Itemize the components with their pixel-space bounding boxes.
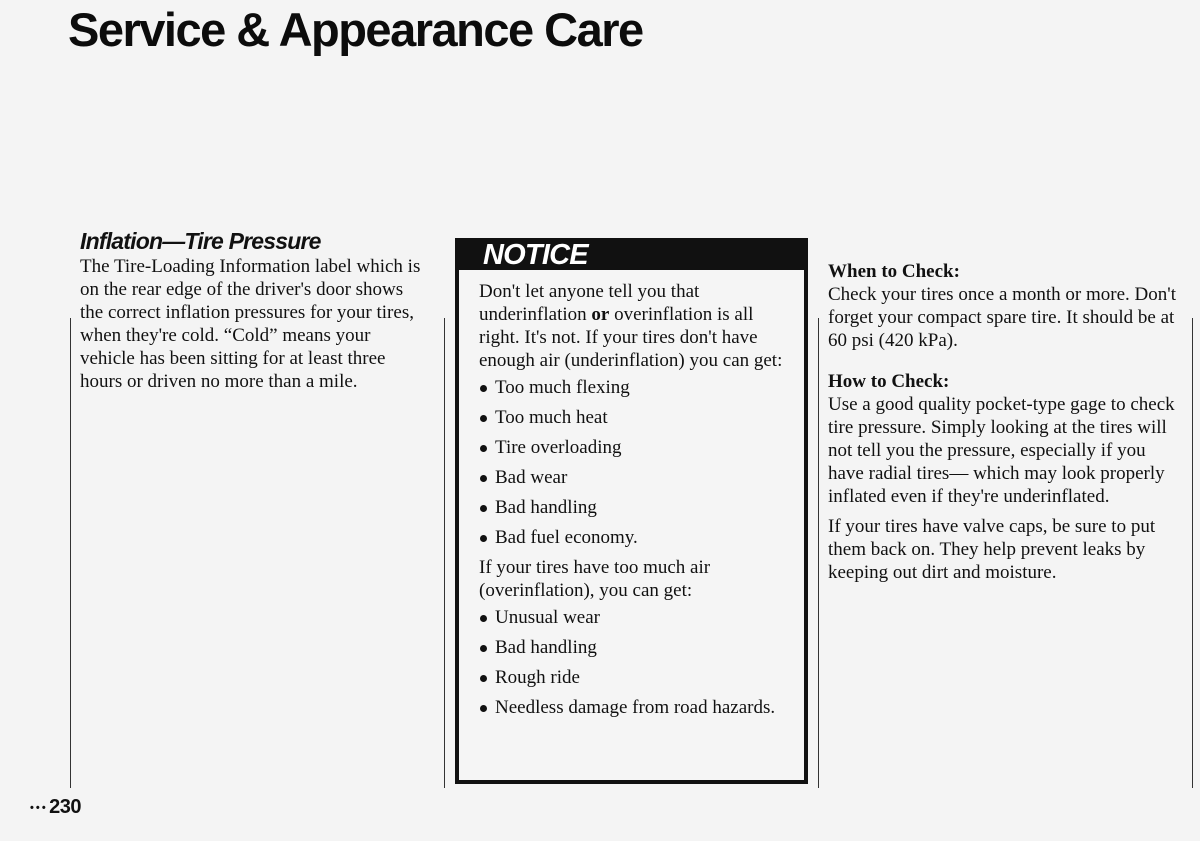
notice-intro xyxy=(479,280,790,372)
notice-box xyxy=(455,238,808,784)
list-item: Bad fuel economy. xyxy=(479,526,790,549)
section-heading: Inflation—Tire Pressure xyxy=(80,228,321,254)
notice-intro-or: or xyxy=(591,304,610,325)
page-number xyxy=(30,796,81,819)
overinflation-intro: If your tires have too much air (overinflation), you can get: xyxy=(479,557,711,601)
when-to-check-heading: When to Check: xyxy=(828,261,960,282)
how-to-check-heading: How to Check: xyxy=(828,371,950,392)
column-divider-middle xyxy=(444,318,445,788)
list-item: Unusual wear xyxy=(479,606,790,629)
list-item: Too much flexing xyxy=(479,376,790,399)
valve-caps-text: If your tires have valve caps, be sure to put them back on. They help prevent leaks by keeping out dirt and moisture. xyxy=(828,516,1156,583)
notice-title: NOTICE xyxy=(459,238,804,270)
page-dots: • • • xyxy=(30,801,46,814)
notice-intro-after: overinflation is all right. It's not. If your tires don't have enough air (underinflation) you can get: xyxy=(479,304,783,371)
column-divider-right xyxy=(818,318,819,788)
list-item: Rough ride xyxy=(479,666,790,689)
column-divider-left xyxy=(70,318,71,788)
overinflation-list xyxy=(479,606,790,719)
inflation-paragraph: The Tire-Loading Information label which is on the rear edge of the driver's door shows the correct inflation pressures for your tires, when they're cold. “Cold” means your vehicle has been sitting for at least three hours or driven no more than a mile. xyxy=(80,256,421,392)
page-number-value: 230 xyxy=(49,796,82,818)
list-item: Bad wear xyxy=(479,466,790,489)
list-item: Needless damage from road hazards. xyxy=(479,696,790,719)
notice-body xyxy=(459,270,804,719)
left-column xyxy=(80,230,425,393)
notice-intro-before: Don't let anyone tell you that underinflation xyxy=(479,281,700,325)
list-item: Too much heat xyxy=(479,406,790,429)
when-to-check-text: Check your tires once a month or more. Don't forget your compact spare tire. It should be at 60 psi (420 kPa). xyxy=(828,284,1176,351)
underinflation-list xyxy=(479,376,790,549)
how-to-check-text: Use a good quality pocket-type gage to check tire pressure. Simply looking at the tires will not tell you the pressure, especially if you have radial tires— which may look properly inflated even if they're underinflated. xyxy=(828,394,1175,507)
list-item: Bad handling xyxy=(479,636,790,659)
list-item: Tire overloading xyxy=(479,436,790,459)
right-column xyxy=(828,260,1184,584)
page-title: Service & Appearance Care xyxy=(68,3,643,56)
list-item: Bad handling xyxy=(479,496,790,519)
column-divider-far-right xyxy=(1192,318,1193,788)
